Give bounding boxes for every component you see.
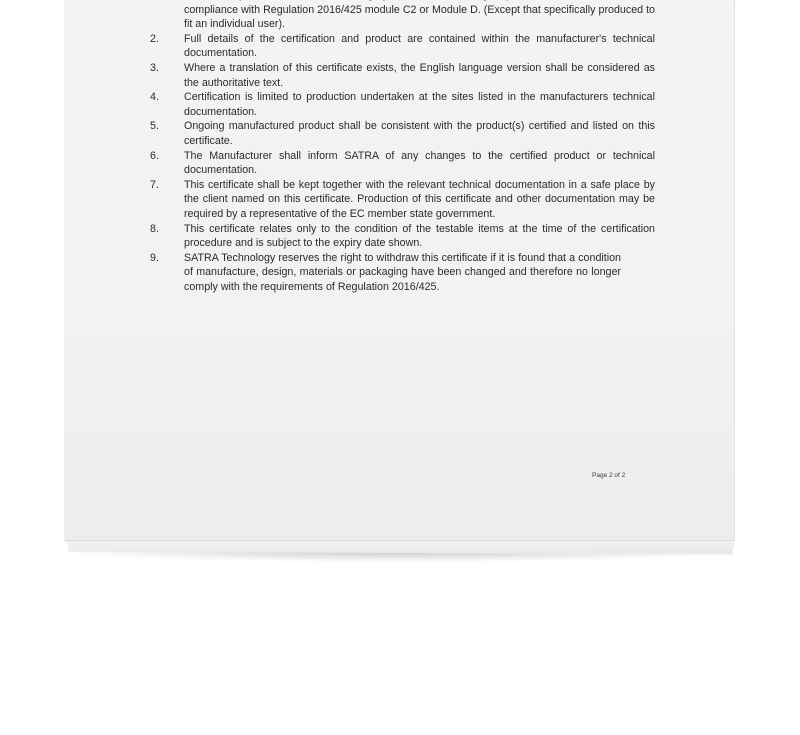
certificate-conditions-list bbox=[150, 0, 655, 294]
condition-item bbox=[150, 222, 655, 251]
condition-item bbox=[150, 32, 655, 61]
condition-item bbox=[150, 251, 655, 295]
condition-number: 8. bbox=[150, 222, 159, 235]
condition-item bbox=[150, 178, 655, 222]
condition-number: 7. bbox=[150, 178, 159, 191]
condition-item bbox=[150, 90, 655, 119]
condition-number: 3. bbox=[150, 61, 159, 74]
condition-item bbox=[150, 0, 655, 32]
condition-text: This certificate shall be kept together with the relevant technical documentation in a safe place by the client named on this certificate. Production of this certificate and other documentation may be required by a representative of the EC member state government. bbox=[184, 178, 655, 220]
condition-item bbox=[150, 149, 655, 178]
condition-text: Where a translation of this certificate exists, the English language version shall be considered as the authoritative text. bbox=[184, 61, 655, 89]
condition-text: compliance with Regulation 2016/425 module C2 or Module D. (Except that specifically produced to fit an individual user). bbox=[184, 3, 655, 31]
condition-number: 4. bbox=[150, 91, 159, 104]
condition-text: Full details of the certification and product are contained within the manufacturer's technical documentation. bbox=[184, 32, 655, 60]
condition-text: Certification is limited to production undertaken at the sites listed in the manufacturers technical documentation. bbox=[184, 91, 655, 118]
page-number: Page 2 of 2 bbox=[592, 472, 626, 479]
condition-number: 2. bbox=[150, 32, 159, 45]
condition-item bbox=[150, 61, 655, 90]
condition-item bbox=[150, 119, 655, 148]
condition-number: 9. bbox=[150, 251, 159, 264]
condition-text: The Manufacturer shall inform SATRA of any changes to the certified product or technical documentation. bbox=[184, 149, 655, 177]
condition-number: 6. bbox=[150, 149, 159, 162]
condition-text: This certificate relates only to the condition of the testable items at the time of the certification procedure and is subject to the expiry date shown. bbox=[184, 222, 655, 250]
condition-number: 5. bbox=[150, 120, 159, 133]
condition-text: Ongoing manufactured product shall be consistent with the product(s) certified and listed on this certificate. bbox=[184, 120, 655, 147]
condition-text: SATRA Technology reserves the right to withdraw this certificate if it is found that a condition of manufacture, design, materials or packaging have been changed and therefore no longer comply with the requirements of Regulation 2016/425. bbox=[184, 251, 621, 293]
condition-number bbox=[150, 0, 184, 32]
